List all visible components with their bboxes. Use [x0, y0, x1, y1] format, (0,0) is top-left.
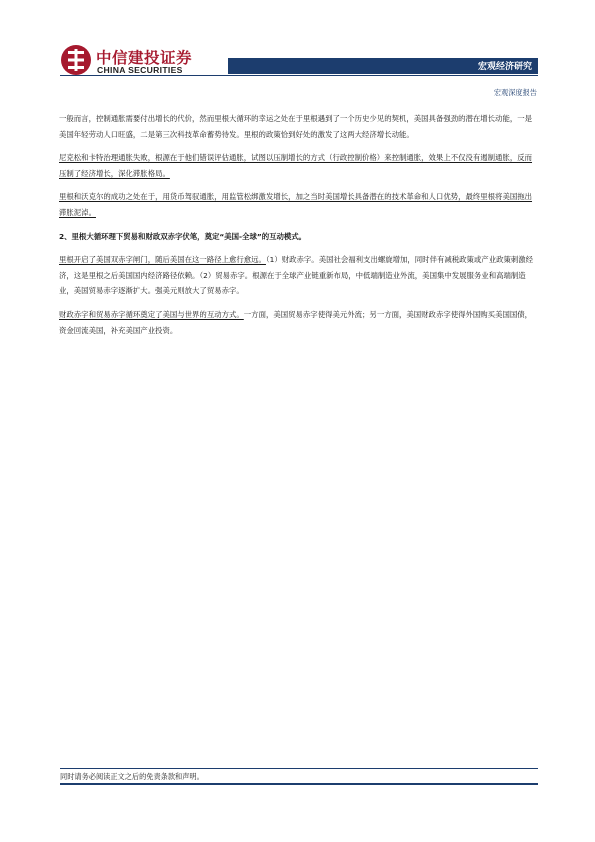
report-type-label: 宏观深度报告 — [493, 88, 537, 97]
paragraph-3: 里根和沃克尔的成功之处在于，用货币驾驭通胀，用监管松绑激发增长，加之当时美国增长具备潜在的技术革命和人口优势，最终里根将美国拖出滞胀泥淖。 — [59, 192, 533, 217]
section-heading: 2、里根大循环理下贸易和财政双赤字伏笔，奠定“美国-全球”的互动模式。 — [59, 231, 307, 241]
paragraph-1: 一般而言，控制通胀需要付出增长的代价，然而里根大循环的幸运之处在于里根遇到了一个历史少见的契机，美国具备强劲的潜在增长动能，一是美国年轻劳动人口旺盛，二是第三次科技革命蓄势待发。里根的政策恰到好处的激发了这两大经济增长动能。 — [59, 114, 533, 139]
paragraph-5 — [59, 307, 539, 338]
citic-logo-icon — [60, 44, 92, 76]
trade-deficit-text: 根源在于全球产业链重新布局，中低端制造业外流，美国集中发展服务业和高端制造业，美国贸易赤字逐渐扩大。强美元则放大了贸易赤字。 — [59, 270, 526, 296]
footer-bottom-rule — [60, 783, 538, 785]
logo-chinese-name: 中信建投证券 — [96, 49, 193, 67]
paragraph-4-lead: 里根开启了美国双赤字闸门，随后美国在这一路径上愈行愈远。 — [59, 255, 266, 265]
paragraph-5-text: 一方面，美国贸易赤字使得美元外流；另一方面，美国财政赤字使得外国购买美国国债，资金回流美国，补充美国产业投资。 — [59, 309, 533, 335]
fiscal-deficit-text: 美国社会福利支出螺旋增加，同时伴有减税政策或产业政策刺激经济，这是里根之后美国国内经济路径依赖。 — [59, 255, 534, 280]
header-bar — [228, 58, 538, 74]
footer-divider — [60, 768, 538, 769]
main-content — [59, 111, 539, 346]
trade-deficit-label: （2）贸易赤字。 — [199, 270, 253, 280]
paragraph-5-lead: 财政赤字和贸易赤字循环奠定了美国与世界的互动方式。 — [59, 309, 244, 319]
section-header-title: 宏观经济研究 — [477, 62, 532, 72]
company-logo — [60, 44, 202, 78]
logo-english-name: CHINA SECURITIES — [97, 65, 183, 75]
paragraph-4 — [59, 252, 539, 299]
footer-disclaimer: 同时请务必阅读正文之后的免责条款和声明。 — [60, 772, 204, 781]
paragraph-2: 尼克松和卡特治理通胀失败，根源在于他们错误评估通胀，试图以压制增长的方式（行政控制价格）来控制通胀，效果上不仅没有遏制通胀，反而压制了经济增长，深化滞胀格局。 — [59, 153, 533, 178]
fiscal-deficit-label: （1）财政赤字。 — [265, 255, 319, 265]
header-divider — [60, 75, 538, 76]
